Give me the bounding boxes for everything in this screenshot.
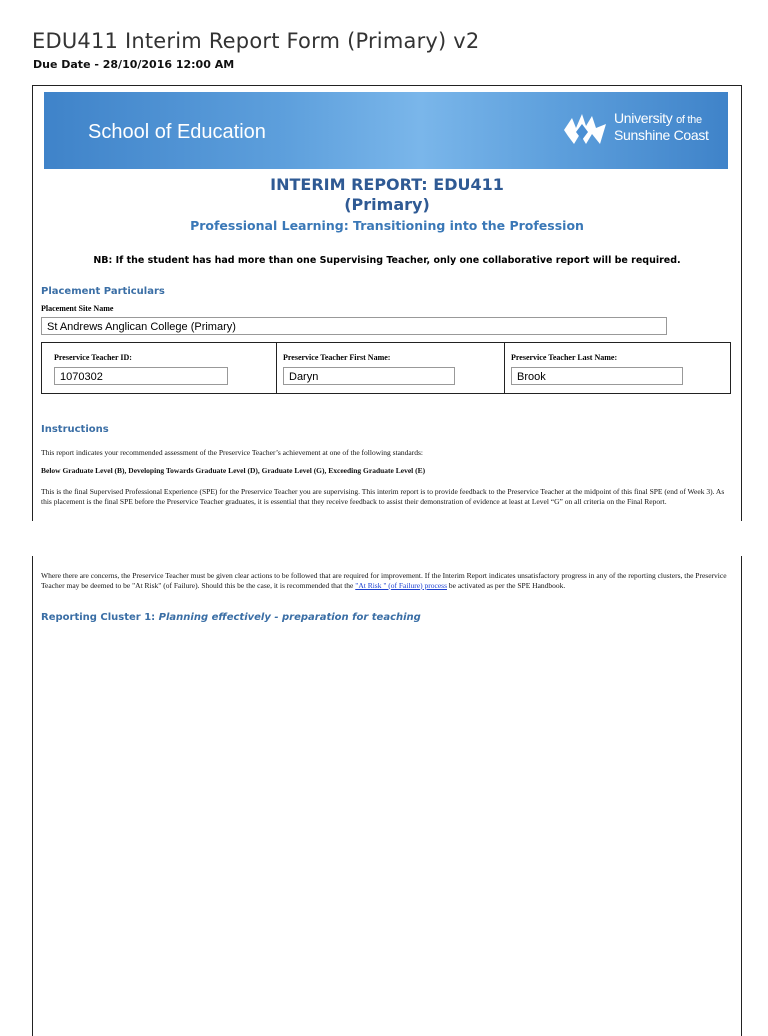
- last-name-label: Preservice Teacher Last Name:: [511, 353, 618, 362]
- at-risk-process-link[interactable]: "At Risk " (of Failure) process: [355, 580, 447, 590]
- report-subheading: Professional Learning: Transitioning into the Profession: [190, 218, 584, 233]
- teacher-id-cell: [42, 343, 277, 393]
- university-logo-icon: [562, 110, 608, 150]
- instructions-para-4: Where there are concerns, the Preservice Teacher must be given clear actions to be followed that are required for improvement. If the Interim Report indicates unsatisfactory progress in any of the reporting clusters, the Preservice Teacher may be deemed to be "At Risk" (of Failure). Should this be the case, it is recommended that the "At Risk " (of Failure) process be activated as per the SPE Handbook.: [41, 571, 727, 590]
- first-name-cell: [277, 343, 505, 393]
- instructions-para-1: This report indicates your recommended assessment of the Preservice Teacher’s achievement at one of the following standards:: [41, 448, 423, 457]
- university-name: University of the Sunshine Coast: [614, 110, 709, 143]
- page-title: EDU411 Interim Report Form (Primary) v2: [32, 29, 480, 53]
- teacher-id-input[interactable]: 1070302: [54, 367, 228, 385]
- due-date: Due Date - 28/10/2016 12:00 AM: [33, 58, 235, 71]
- instructions-heading: Instructions: [41, 424, 109, 435]
- reporting-cluster-1-heading: Reporting Cluster 1: Planning effectively - preparation for teaching: [41, 612, 421, 623]
- placement-site-input[interactable]: St Andrews Anglican College (Primary): [41, 317, 667, 335]
- placement-heading: Placement Particulars: [41, 286, 165, 297]
- teacher-id-label: Preservice Teacher ID:: [54, 353, 132, 362]
- first-name-input[interactable]: Daryn: [283, 367, 455, 385]
- instructions-para-3: This is the final Supervised Professional Experience (SPE) for the Preservice Teacher you are supervising. This interim report is to provide feedback to the Preservice Teacher at the midpoint of this final SPE (end of Week 3). As this placement is the final SPE before the Preservice Teacher graduates, it is essential that they receive feedback to assist their demonstration of evidence at least at Level “G” on all criteria on the Final Report.: [41, 487, 725, 506]
- last-name-input[interactable]: Brook: [511, 367, 683, 385]
- form-page-1: [32, 85, 742, 521]
- placement-site-label: Placement Site Name: [41, 304, 114, 313]
- form-page-2: [32, 556, 742, 1036]
- school-name: School of Education: [88, 121, 266, 143]
- last-name-cell: [505, 343, 730, 393]
- school-banner: [44, 92, 728, 169]
- instructions-para-2: Below Graduate Level (B), Developing Towards Graduate Level (D), Graduate Level (G), Exceeding Graduate Level (E): [41, 466, 426, 475]
- teacher-details-table: [41, 342, 731, 394]
- report-heading: INTERIM REPORT: EDU411 (Primary): [270, 175, 504, 214]
- first-name-label: Preservice Teacher First Name:: [283, 353, 391, 362]
- nb-note: NB: If the student has had more than one Supervising Teacher, only one collaborative report will be required.: [93, 255, 681, 266]
